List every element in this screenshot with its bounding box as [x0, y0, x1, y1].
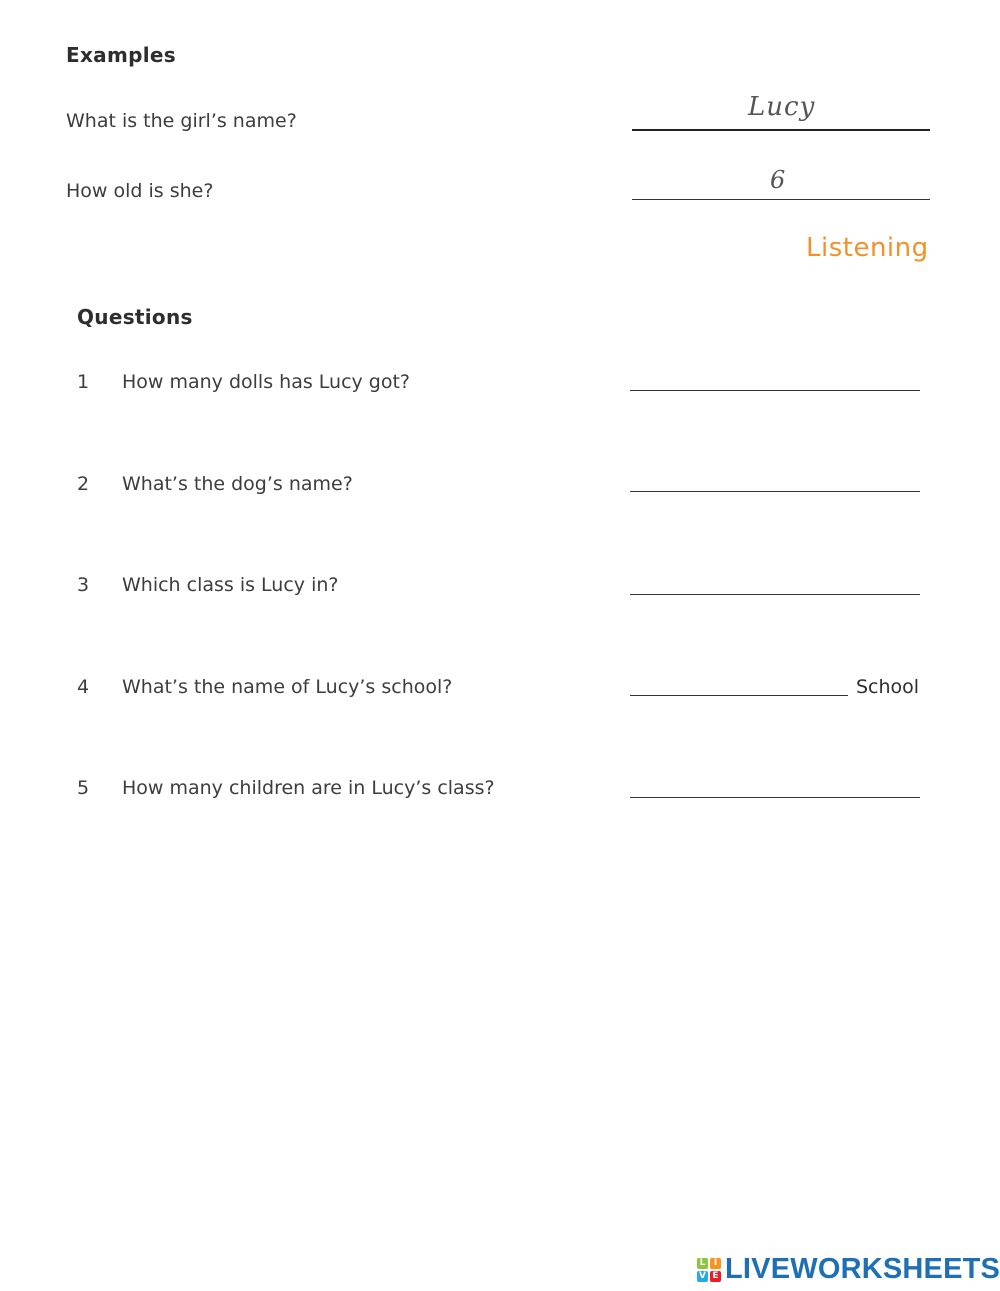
- question-text-1: How many dolls has Lucy got?: [122, 371, 411, 393]
- answer-line-3[interactable]: [630, 594, 920, 595]
- question-number-5: 5: [77, 777, 90, 799]
- question-number-1: 1: [77, 371, 90, 393]
- liveworksheets-logo: [697, 1253, 1000, 1286]
- logo-letter-l: L: [697, 1258, 708, 1269]
- question-text-5: How many children are in Lucy’s class?: [122, 777, 495, 799]
- answer-line-2[interactable]: [630, 491, 920, 492]
- logo-icon: [697, 1258, 721, 1282]
- examples-heading: Examples: [66, 43, 176, 67]
- example-question-2: How old is she?: [66, 180, 214, 202]
- question-number-3: 3: [77, 574, 90, 596]
- question-text-4: What’s the name of Lucy’s school?: [122, 676, 453, 698]
- answer-line-5[interactable]: [630, 797, 920, 798]
- example-question-1: What is the girl’s name?: [66, 110, 297, 132]
- question-text-2: What’s the dog’s name?: [122, 473, 353, 495]
- answer-line-1[interactable]: [630, 390, 920, 391]
- answer-suffix-school: School: [856, 676, 920, 698]
- example-answer-line-2: [632, 199, 930, 200]
- answer-line-4[interactable]: [630, 695, 848, 696]
- example-answer-line-1: [632, 129, 930, 131]
- questions-heading: Questions: [77, 305, 193, 329]
- logo-letter-i: I: [710, 1258, 721, 1269]
- question-number-4: 4: [77, 676, 90, 698]
- question-number-2: 2: [77, 473, 90, 495]
- logo-letter-e: E: [710, 1271, 721, 1282]
- example-answer-2: 6: [770, 166, 787, 194]
- logo-text: LIVEWORKSHEETS: [725, 1253, 1000, 1285]
- section-label-listening: Listening: [806, 233, 929, 263]
- example-answer-1: Lucy: [748, 92, 816, 122]
- question-text-3: Which class is Lucy in?: [122, 574, 339, 596]
- logo-letter-v: V: [697, 1271, 708, 1282]
